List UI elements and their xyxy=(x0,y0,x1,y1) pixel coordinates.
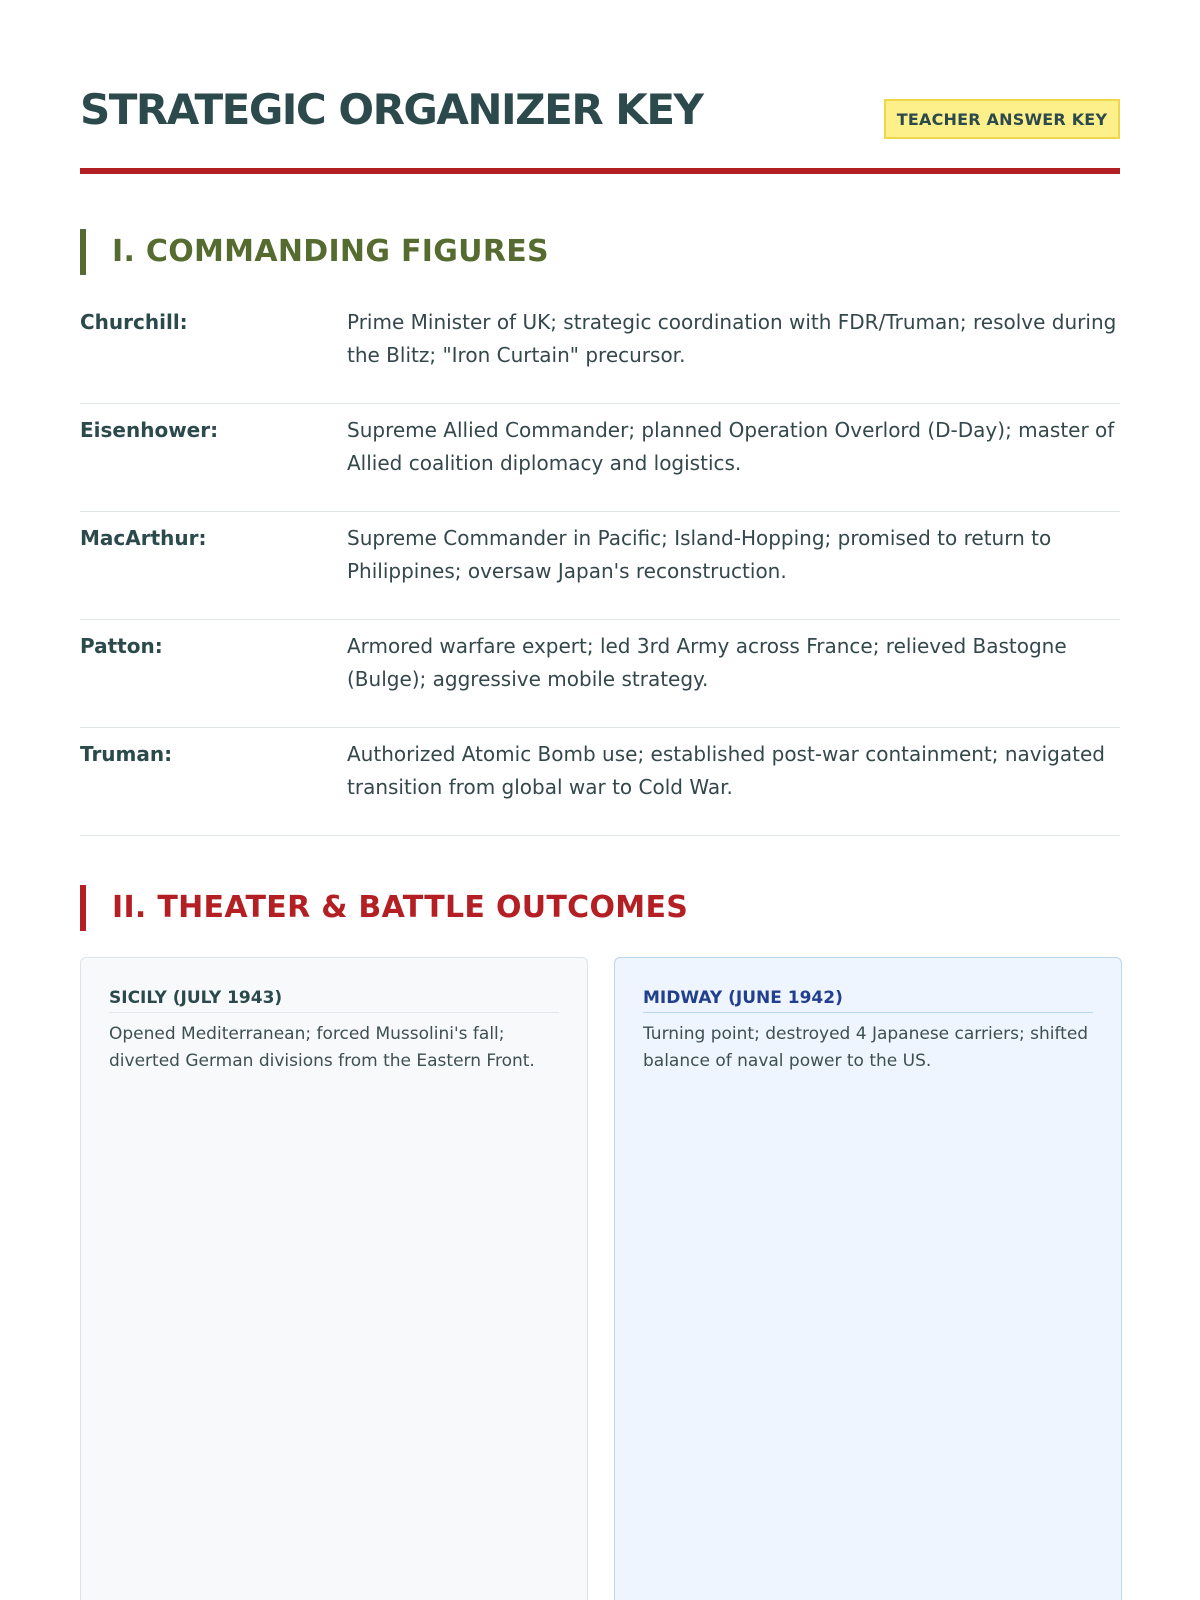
section-accent-bar xyxy=(80,229,86,275)
section-title: II. THEATER & BATTLE OUTCOMES xyxy=(112,890,689,925)
title-divider xyxy=(80,168,1120,174)
figure-row-truman xyxy=(80,728,1120,836)
battle-name: SICILY (JULY 1943) xyxy=(109,986,559,1013)
figure-name: Churchill: xyxy=(80,310,188,334)
figure-description: Prime Minister of UK; strategic coordination with FDR/Truman; resolve during the Blitz; "Iron Curtain" precursor. xyxy=(347,310,1117,367)
figure-row-patton xyxy=(80,620,1120,728)
figure-name: Patton: xyxy=(80,634,163,658)
figures-list xyxy=(80,296,1120,836)
figure-name: Truman: xyxy=(80,742,173,766)
section-heading-battles xyxy=(80,885,1120,931)
figure-row-macarthur xyxy=(80,512,1120,620)
figure-name: MacArthur: xyxy=(80,526,207,550)
figure-description: Supreme Commander in Pacific; Island-Hopping; promised to return to Philippines; oversaw Japan's reconstruction. xyxy=(347,526,1052,583)
section-heading-figures xyxy=(80,229,1120,275)
battle-card-sicily xyxy=(80,957,588,1600)
document-header xyxy=(80,82,1120,172)
battle-description: Turning point; destroyed 4 Japanese carriers; shifted balance of naval power to the US. xyxy=(643,1024,1089,1071)
section-title: I. COMMANDING FIGURES xyxy=(112,234,549,269)
battle-card-midway xyxy=(614,957,1122,1600)
battle-name: MIDWAY (JUNE 1942) xyxy=(643,986,1093,1013)
section-accent-bar xyxy=(80,885,86,931)
figure-row-eisenhower xyxy=(80,404,1120,512)
figure-description: Armored warfare expert; led 3rd Army across France; relieved Bastogne (Bulge); aggressive mobile strategy. xyxy=(347,634,1067,691)
answer-key-badge: TEACHER ANSWER KEY xyxy=(884,99,1120,139)
page-title: STRATEGIC ORGANIZER KEY xyxy=(80,85,703,134)
figure-name: Eisenhower: xyxy=(80,418,219,442)
battle-description: Opened Mediterranean; forced Mussolini's fall; diverted German divisions from the Eastern Front. xyxy=(109,1024,535,1071)
figure-row-churchill xyxy=(80,296,1120,404)
figure-description: Supreme Allied Commander; planned Operation Overlord (D-Day); master of Allied coalition diplomacy and logistics. xyxy=(347,418,1115,475)
figure-description: Authorized Atomic Bomb use; established post-war containment; navigated transition from global war to Cold War. xyxy=(347,742,1105,799)
